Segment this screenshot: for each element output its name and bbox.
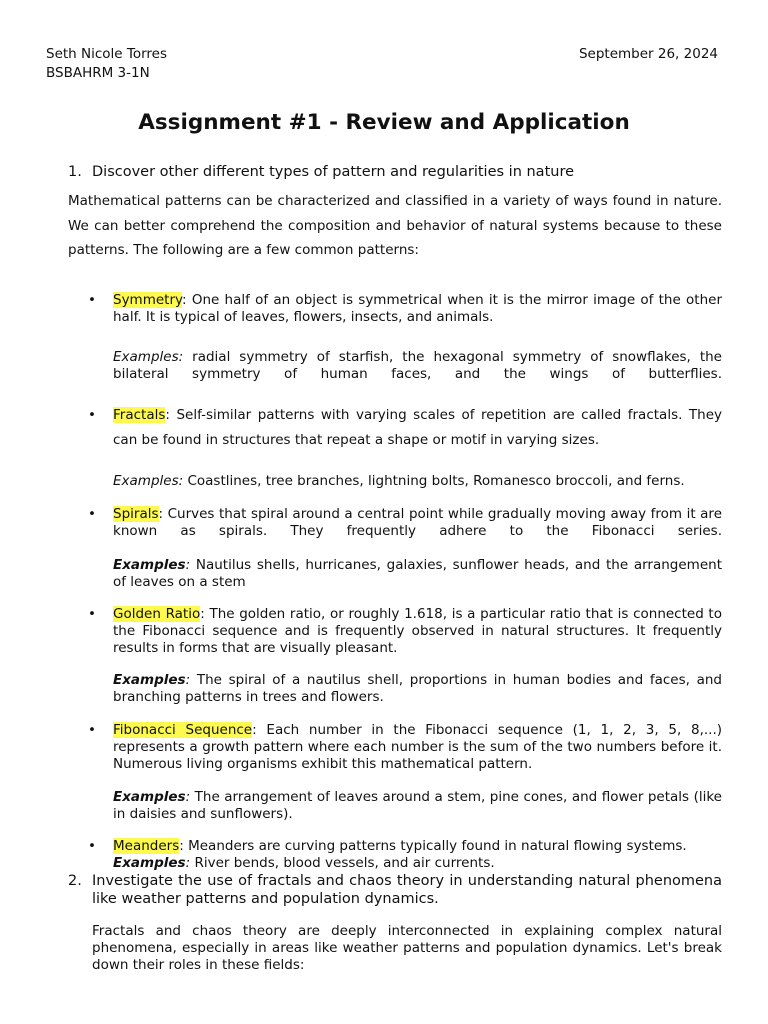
examples-text: The spiral of a nautilus shell, proportions in human bodies and faces, and branching patterns in trees and flowers. [113, 672, 722, 705]
bullet-glyph: • [88, 506, 96, 522]
term-description: : Curves that spiral around a central point while gradually moving away from it are known as spirals. They frequently adhere to the Fibonacci series. [113, 506, 722, 539]
examples-label: Examples [113, 672, 186, 688]
list-item-symmetry [113, 292, 722, 326]
list-item-meanders [113, 838, 722, 855]
term-highlight: Spirals [113, 506, 159, 522]
q1-heading: Discover other different types of pattern and regularities in nature [92, 164, 575, 180]
term-description: : Self-similar patterns with varying scales of repetition are called fractals. They can be found in structures that repeat a shape or motif in varying sizes. [113, 407, 722, 448]
term-description: : The golden ratio, or roughly 1.618, is a particular ratio that is connected to the Fibonacci sequence and is frequently observed in natural structures. It frequently results in forms that are visually pleasant. [113, 606, 722, 656]
bullet-glyph: • [88, 407, 96, 423]
examples-spirals [113, 557, 722, 591]
page-title: Assignment #1 - Review and Application [138, 110, 630, 135]
examples-golden-ratio [113, 672, 722, 706]
list-item-fibonacci [113, 722, 722, 773]
examples-text: radial symmetry of starfish, the hexagonal symmetry of snowflakes, the bilateral symmetry of human faces, and the wings of butterflies. [113, 349, 722, 382]
examples-text: The arrangement of leaves around a stem, pine cones, and flower petals (like in daisies and sunflowers). [113, 789, 722, 822]
examples-text: Nautilus shells, hurricanes, galaxies, sunflower heads, and the arrangement of leaves on a stem [113, 557, 722, 590]
examples-colon: : [185, 789, 191, 805]
examples-meanders [113, 855, 722, 872]
q1-intro-paragraph: Mathematical patterns can be characterized and classified in a variety of ways found in nature. We can better comprehend the composition and behavior of natural systems because to these patterns. The following are a few common patterns: [68, 193, 722, 258]
examples-fractals [113, 473, 722, 490]
term-description: : Each number in the Fibonacci sequence (1, 1, 2, 3, 5, 8,...) represents a growth pattern where each number is the sum of the two numbers before it. Numerous living organisms exhibit this mathematical pattern. [113, 722, 722, 772]
examples-colon: : [185, 557, 191, 573]
term-highlight: Symmetry [113, 292, 183, 308]
term-highlight: Fibonacci Sequence [113, 722, 253, 738]
list-item-golden-ratio [113, 606, 722, 657]
examples-label: Examples: [113, 473, 184, 489]
term-description: : One half of an object is symmetrical when it is the mirror image of the other half. It is typical of leaves, flowers, insects, and animals. [113, 292, 722, 325]
date: September 26, 2024 [578, 46, 718, 62]
bullet-glyph: • [88, 292, 96, 308]
term-highlight: Fractals [113, 407, 166, 423]
term-highlight: Golden Ratio [113, 606, 201, 622]
q1-number: 1. [68, 164, 82, 180]
examples-colon: : [185, 672, 191, 688]
term-description: : Meanders are curving patterns typically found in natural flowing systems. [179, 838, 687, 854]
course-section: BSBAHRM 3-1N [46, 65, 150, 81]
examples-label: Examples [113, 855, 186, 871]
examples-label: Examples [113, 557, 186, 573]
q2-heading: Investigate the use of fractals and chaos theory in understanding natural phenomena like weather patterns and population dynamics. [92, 873, 722, 907]
examples-fibonacci [113, 789, 722, 823]
term-highlight: Meanders [113, 838, 180, 854]
author-name: Seth Nicole Torres [46, 46, 168, 62]
examples-text: River bends, blood vessels, and air currents. [190, 855, 495, 871]
examples-symmetry [113, 349, 722, 383]
bullet-glyph: • [88, 722, 96, 738]
q2-paragraph: Fractals and chaos theory are deeply interconnected in explaining complex natural phenomena, especially in areas like weather patterns and population dynamics. Let's break down their roles in these fields: [92, 923, 722, 973]
examples-label: Examples: [113, 349, 184, 365]
examples-label: Examples [113, 789, 186, 805]
q2-number: 2. [68, 873, 82, 889]
list-item-fractals [113, 403, 722, 453]
bullet-glyph: • [88, 838, 96, 854]
examples-colon: : [185, 855, 191, 871]
examples-text: Coastlines, tree branches, lightning bolts, Romanesco broccoli, and ferns. [183, 473, 685, 489]
list-item-spirals [113, 506, 722, 540]
bullet-glyph: • [88, 606, 96, 622]
